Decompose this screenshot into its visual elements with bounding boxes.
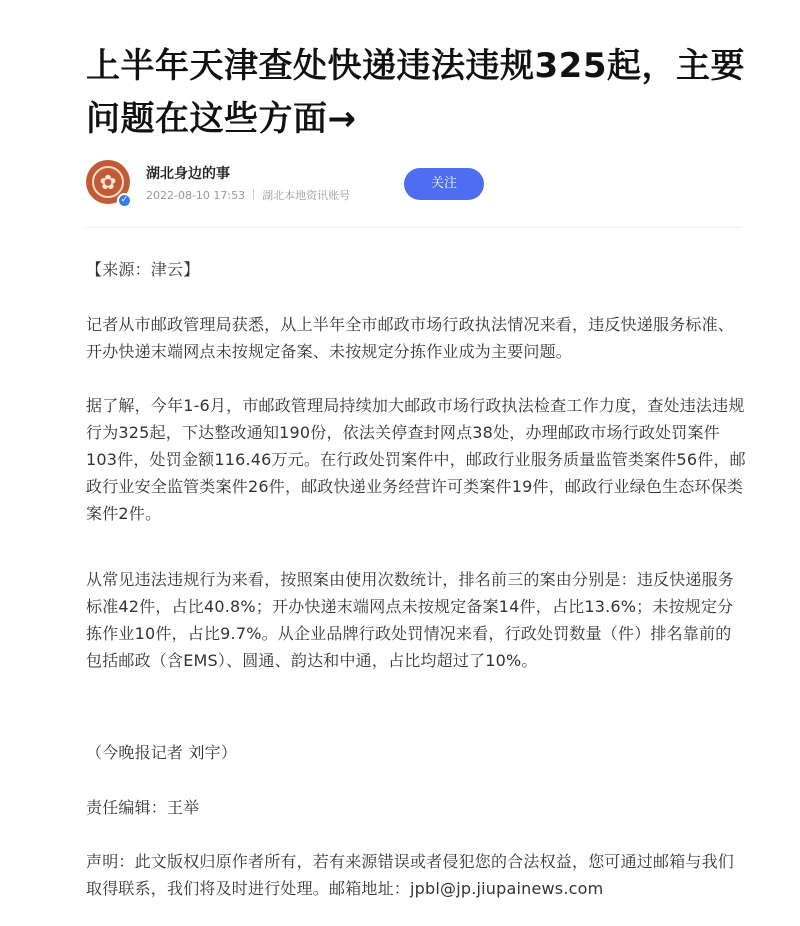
article-title: 上半年天津查处快递违法违规325起，主要问题在这些方面→: [86, 46, 745, 139]
red-seal-logo-icon: ✿: [99, 170, 117, 194]
reporter-credit: （今晚报记者 刘宇）: [86, 743, 238, 762]
account-type: 湖北本地资讯账号: [262, 189, 351, 202]
author-name[interactable]: 湖北身边的事: [146, 166, 230, 182]
publish-date: 2022-08-10 17:53: [146, 189, 246, 202]
editor-credit: 责任编辑：王举: [86, 798, 200, 817]
avatar[interactable]: [86, 160, 130, 204]
body-paragraph: 据了解，今年1-6月，市邮政管理局持续加大邮政市场行政执法检查工作力度，查处违法违规行为325起，下达整改通知190份，依法关停查封网点38处，办理邮政市场行政处罚案件103件，处罚金额116.46万元。在行政处罚案件中，邮政行业服务质量监管类案件56件，邮政行业安全监管类案件26件，邮政快递业务经营许可类案件19件，邮政行业绿色生态环保类案件2件。: [86, 396, 746, 523]
author-bar: [86, 157, 742, 228]
meta-divider: [253, 189, 254, 200]
follow-button[interactable]: 关注: [404, 168, 484, 200]
body-paragraph: 从常见违法违规行为来看，按照案由使用次数统计，排名前三的案由分别是：违反快递服务标准42件，占比40.8%；开办快递末端网点未按规定备案14件，占比13.6%；未按规定分拣作业10件，占比9.7%。从企业品牌行政处罚情况来看，行政处罚数量（件）排名靠前的包括邮政（含EMS）、圆通、韵达和中通，占比均超过了10%。: [86, 570, 735, 670]
author-meta: [146, 187, 350, 203]
body-paragraph: 记者从市邮政管理局获悉，从上半年全市邮政市场行政执法情况来看，违反快递服务标准、开办快递末端网点未按规定备案、未按规定分拣作业成为主要问题。: [86, 315, 735, 361]
source-paragraph: 【来源：津云】: [86, 260, 200, 279]
verified-check-icon: ✓: [117, 193, 132, 208]
copyright-statement: 声明：此文版权归原作者所有，若有来源错误或者侵犯您的合法权益，您可通过邮箱与我们取得联系，我们将及时进行处理。邮箱地址：jpbl@jp.jiupainews.com: [86, 852, 735, 898]
